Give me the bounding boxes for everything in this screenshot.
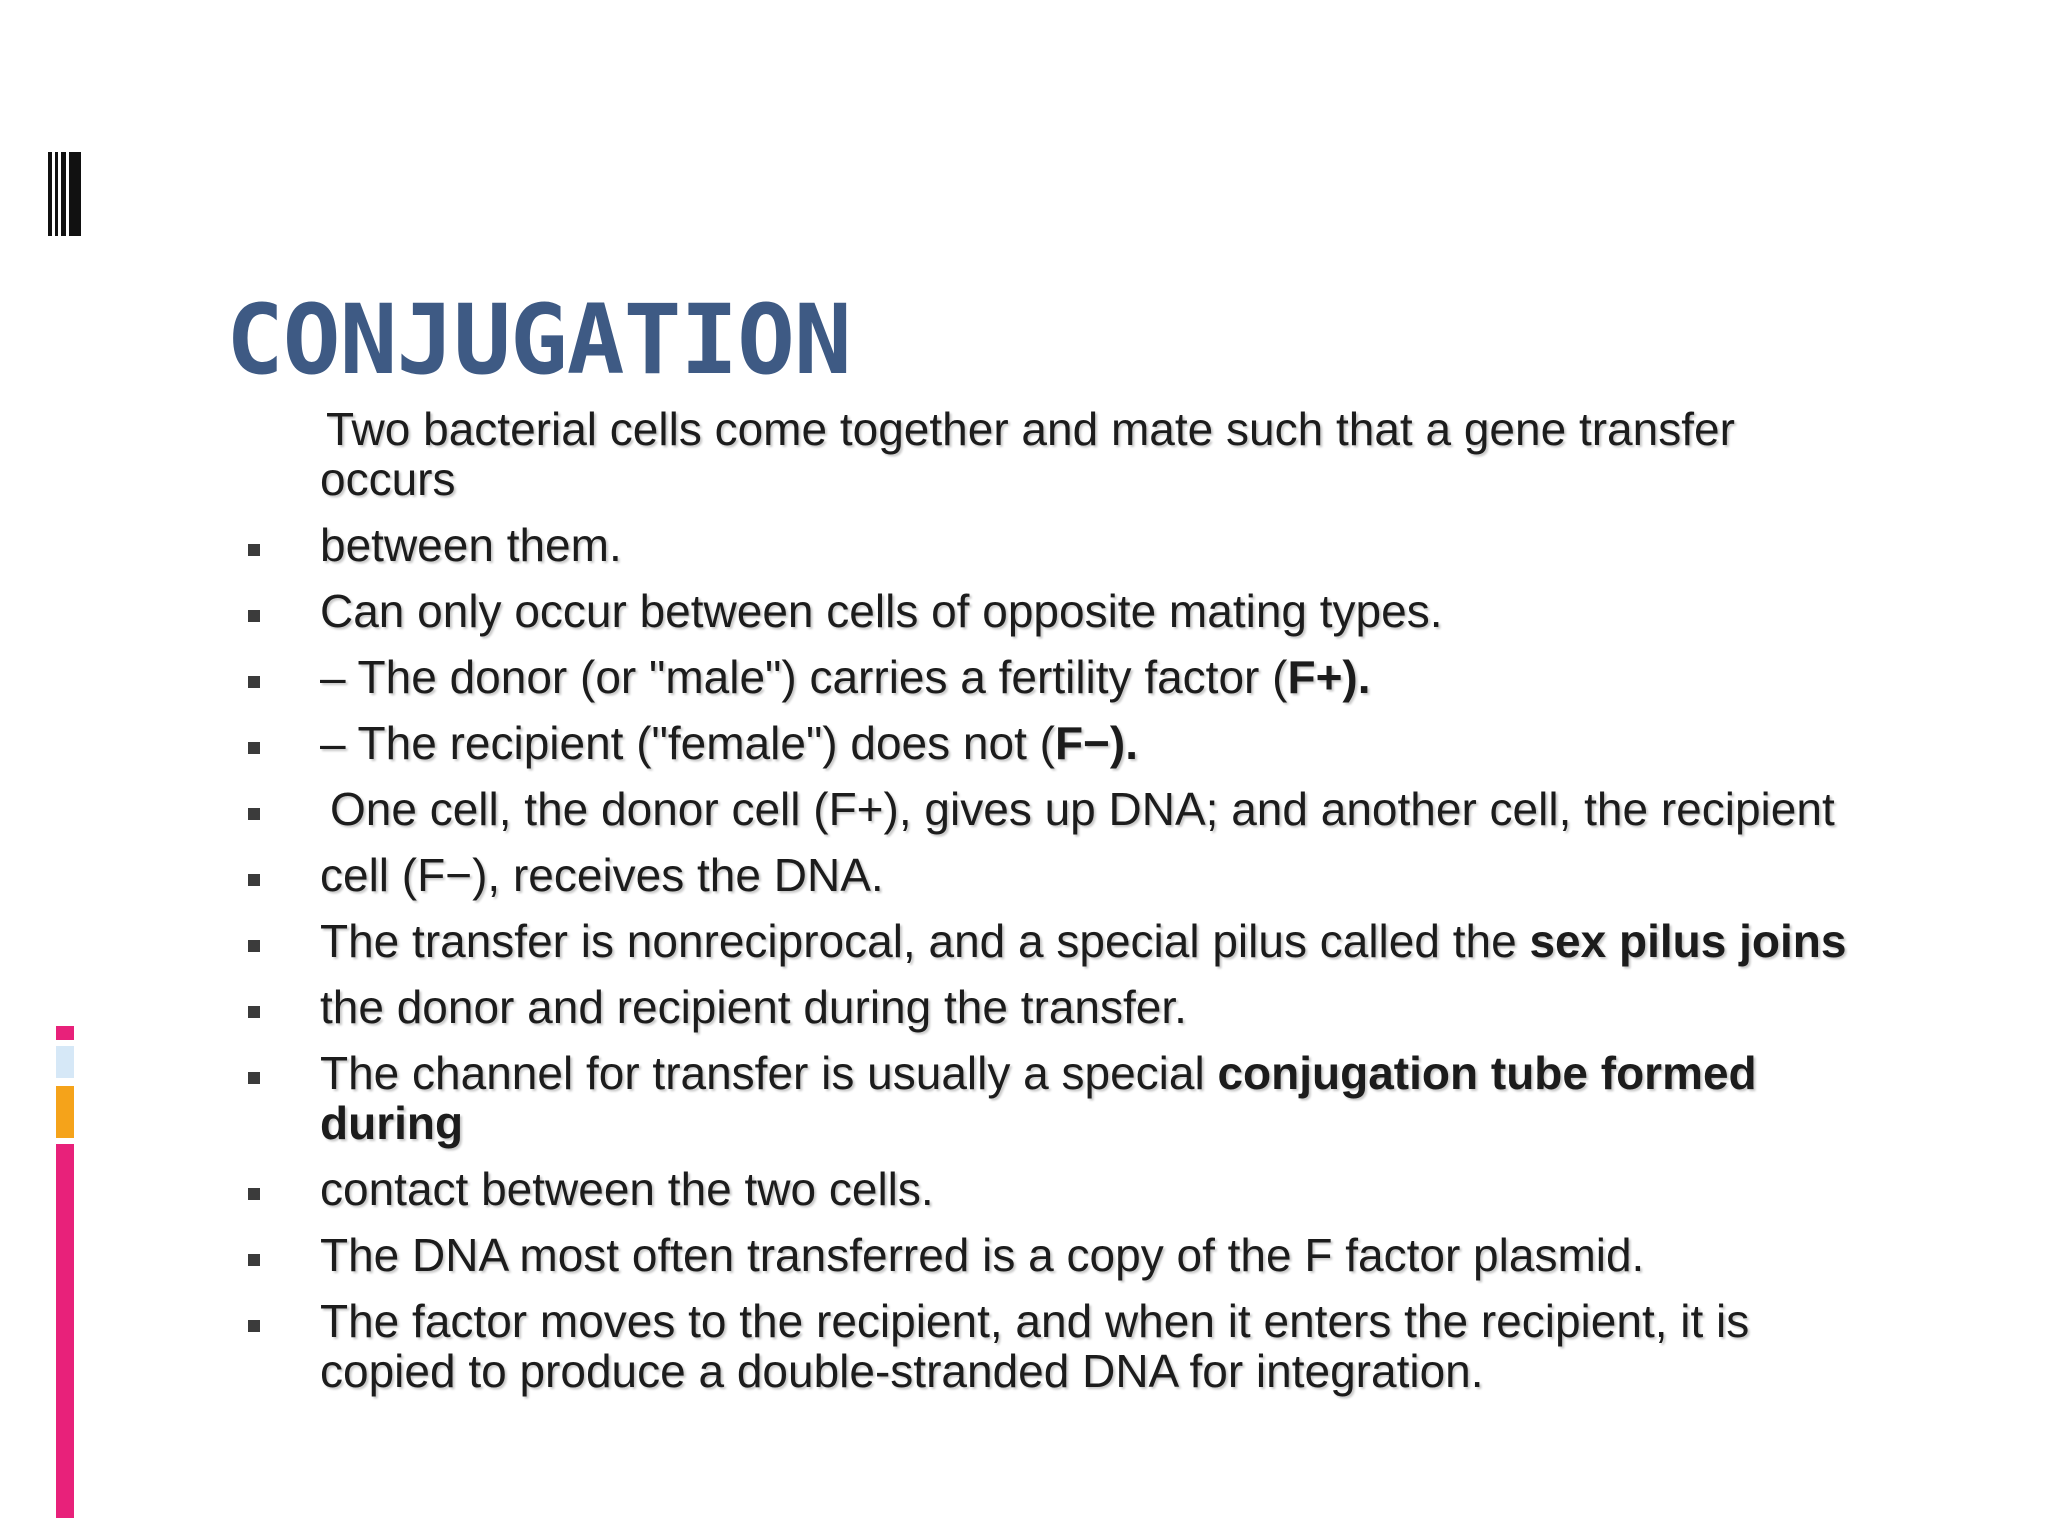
bullet-text: copied to produce a double-stranded DNA for integration.: [320, 1345, 1484, 1397]
bullet-item: [240, 1048, 1960, 1148]
intro-line-2: occurs: [320, 453, 456, 505]
bullet-text: The transfer is nonreciprocal, and a special pilus called the: [320, 915, 1530, 967]
slide-title: CONJUGATION: [226, 284, 851, 396]
bullet-text: between them.: [320, 519, 622, 571]
slide-body: [240, 404, 1960, 1412]
decorative-color-strip: [56, 1026, 74, 1518]
bullet-text: One cell, the donor cell (F+), gives up DNA; and another cell, the recipient: [330, 783, 1835, 835]
bullet-item: [240, 850, 1960, 900]
bullet-text: The channel for transfer is usually a special: [320, 1047, 1218, 1099]
bullet-item: [240, 586, 1960, 636]
bullet-item: [240, 520, 1960, 570]
bullet-bold-text: F−).: [1054, 717, 1139, 769]
intro-line-1: Two bacterial cells come together and mate such that a gene transfer: [326, 403, 1735, 455]
bullet-bold-text: conjugation tube formed: [1217, 1047, 1757, 1099]
bullet-item: [240, 1230, 1960, 1280]
bullet-text: – The recipient ("female") does not (: [320, 717, 1055, 769]
bullet-item: [240, 784, 1960, 834]
bullet-text: contact between the two cells.: [320, 1163, 934, 1215]
bullet-text: cell (F−), receives the DNA.: [320, 849, 884, 901]
bullet-bold-text: sex pilus joins: [1529, 915, 1847, 967]
bullet-item: [240, 982, 1960, 1032]
bullet-item: [240, 1296, 1960, 1396]
bullet-text: The DNA most often transferred is a copy of the F factor plasmid.: [320, 1229, 1645, 1281]
bullet-text: Can only occur between cells of opposite mating types.: [320, 585, 1443, 637]
bullet-text: the donor and recipient during the transfer.: [320, 981, 1187, 1033]
bullet-item: [240, 1164, 1960, 1214]
bullet-item: [240, 916, 1960, 966]
bullet-item: [240, 652, 1960, 702]
decorative-bars-top: [48, 152, 84, 236]
bullet-bold-text: F+).: [1287, 651, 1371, 703]
bullet-text: The factor moves to the recipient, and when it enters the recipient, it is: [320, 1295, 1750, 1347]
bullet-text: – The donor (or "male") carries a fertility factor (: [320, 651, 1288, 703]
bullet-bold-text: during: [320, 1097, 464, 1149]
intro-paragraph: [240, 404, 1960, 504]
bullet-item: [240, 718, 1960, 768]
